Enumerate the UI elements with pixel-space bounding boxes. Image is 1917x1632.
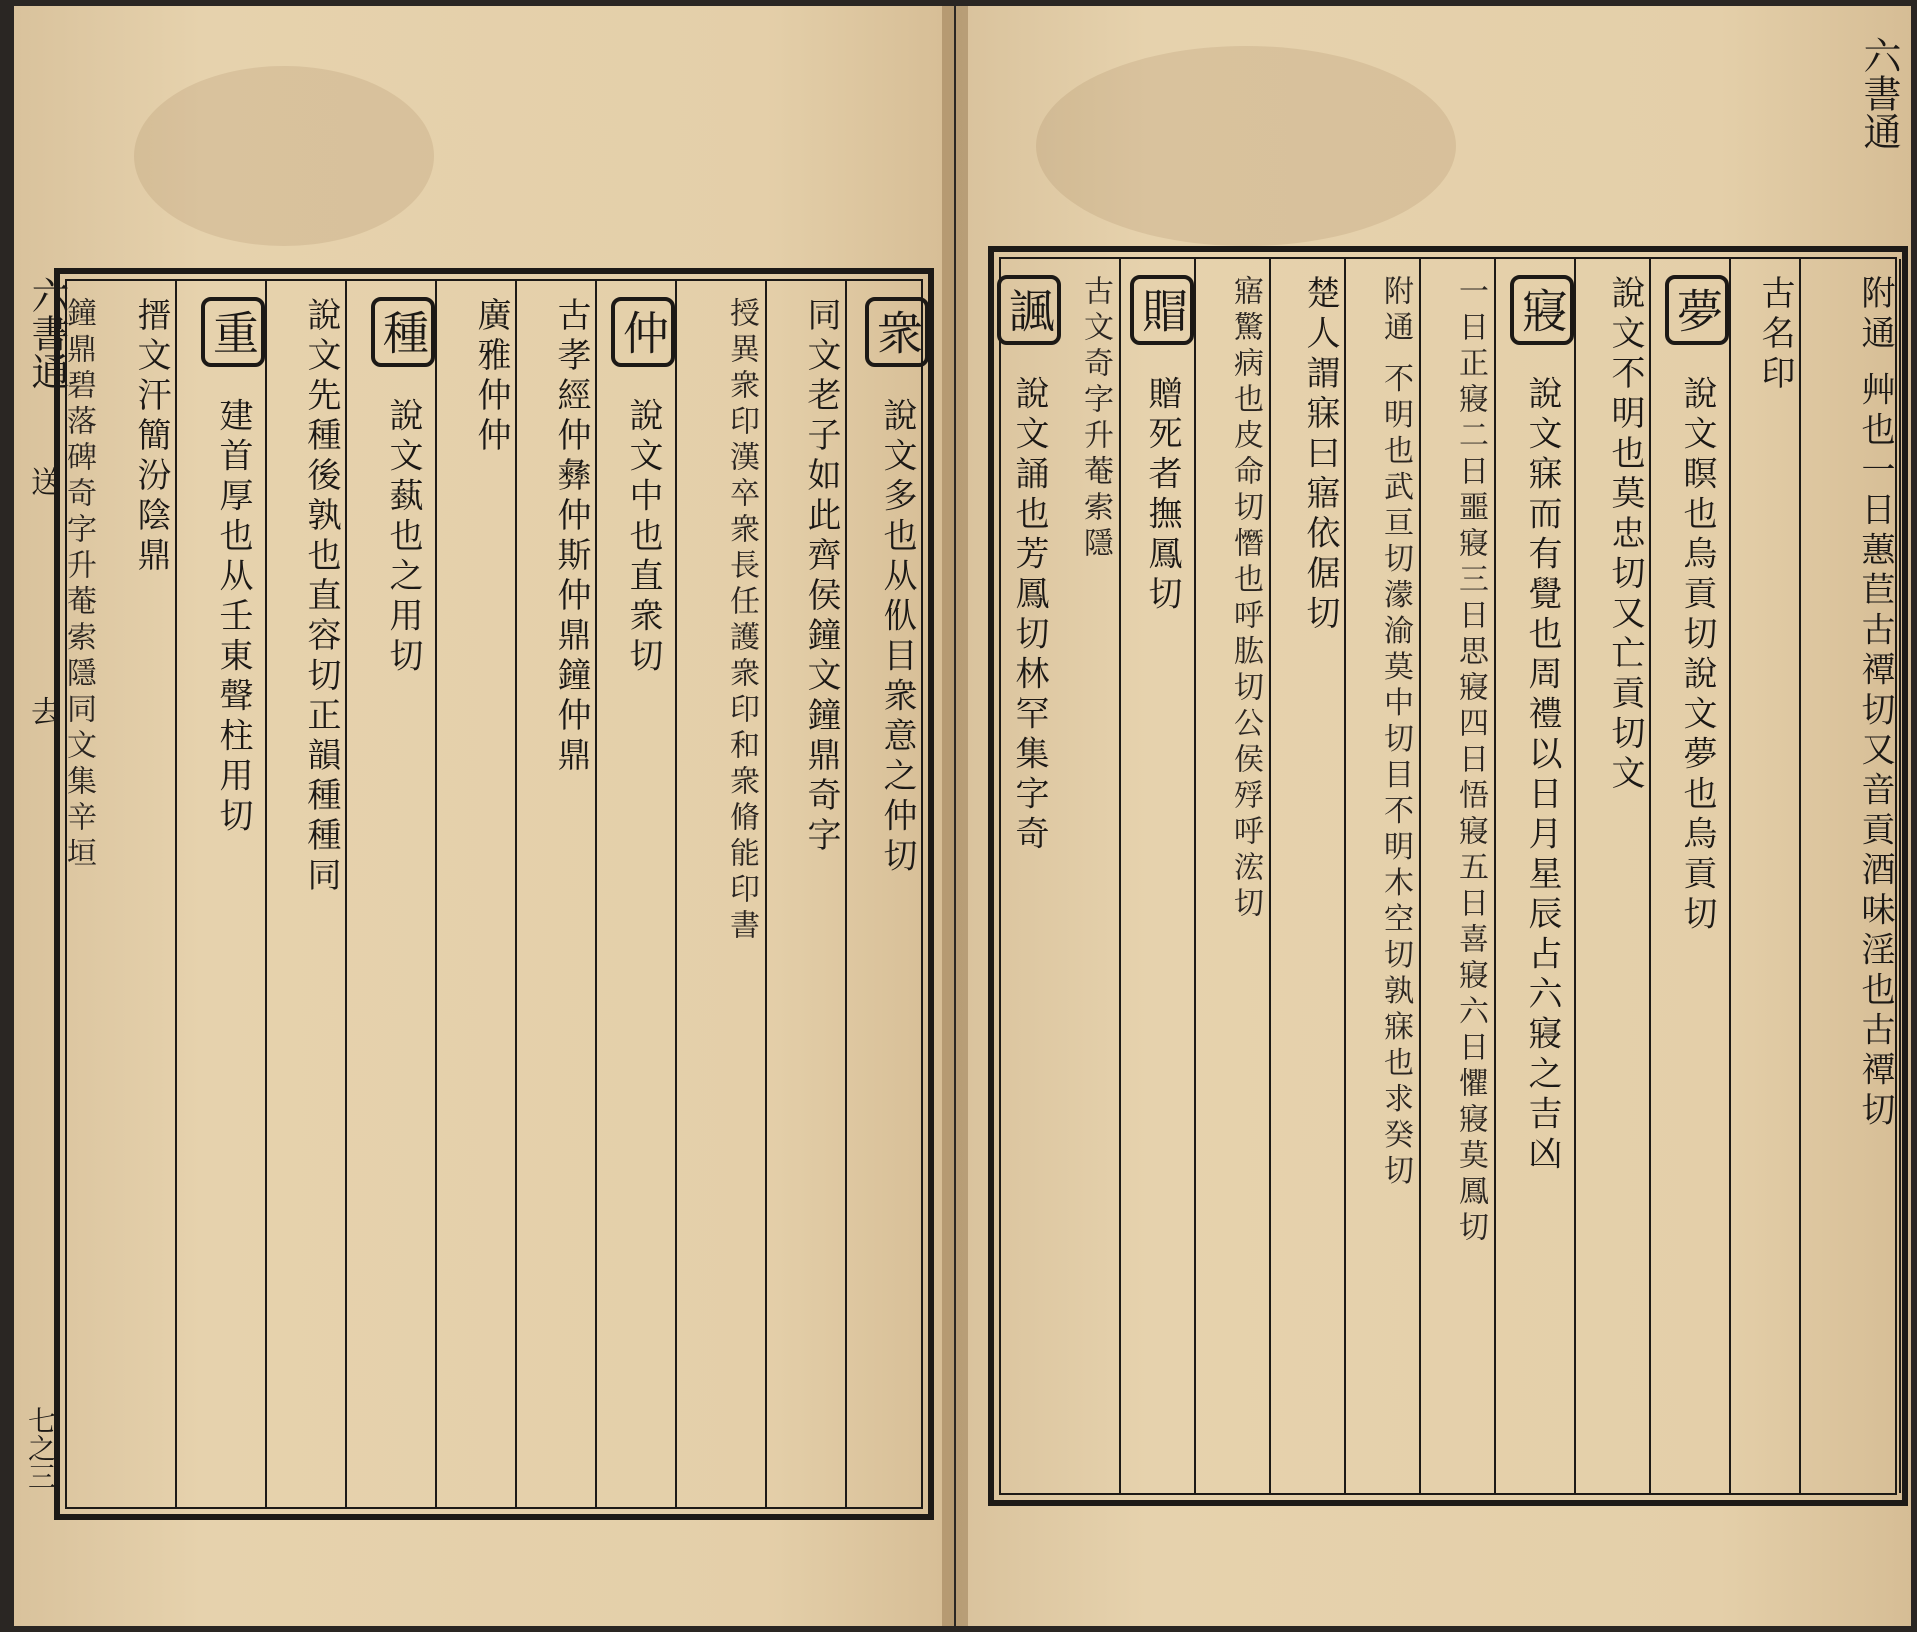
column — [517, 281, 597, 1507]
entry-head: 寢 — [1510, 275, 1574, 345]
column — [347, 281, 437, 1507]
margin-volume: 送 — [25, 466, 60, 496]
margin-title: 六書通 — [25, 276, 69, 390]
column — [27, 281, 102, 1507]
paper-stain — [134, 66, 434, 246]
column — [1121, 259, 1196, 1493]
margin-folio: 七之三 — [24, 1406, 57, 1490]
column — [677, 281, 767, 1507]
entry-head: 重 — [201, 297, 265, 367]
column-text: 授異衆印漢卒衆長任護衆印和衆脩能印書 — [724, 297, 759, 945]
column-text: 古名印 — [1755, 275, 1795, 395]
column — [1801, 259, 1901, 1493]
column-text: 說文蓺也之用切 — [383, 397, 423, 678]
column-text: 楚人謂寐曰寤依倨切 — [1300, 275, 1340, 635]
paper-stain — [1036, 46, 1456, 246]
column — [1061, 259, 1121, 1493]
left-gutter — [942, 6, 954, 1626]
right-page — [956, 6, 1911, 1626]
column-text: 鐘鼎碧落碑奇字升菴索隱同文集辛垣 — [61, 297, 96, 873]
left-page — [14, 6, 954, 1626]
column — [1651, 259, 1731, 1493]
column-text: 說文瞑也烏貢切說文夢也烏貢切 — [1677, 375, 1717, 936]
column — [177, 281, 267, 1507]
column — [1421, 259, 1496, 1493]
entry-head: 諷 — [997, 275, 1061, 345]
column — [1271, 259, 1346, 1493]
margin-title: 六書通 — [1857, 36, 1901, 150]
column-text: 寤驚病也皮命切憯也呼肱切公侯殍呼浤切 — [1228, 275, 1263, 923]
entry-head: 種 — [371, 297, 435, 367]
margin-tone: 去 — [25, 696, 60, 726]
column — [1346, 259, 1421, 1493]
left-text-frame — [54, 268, 934, 1520]
column-text: 附通 不明也武亘切濛渝莫中切目不明木空切孰寐也求癸切 — [1378, 275, 1413, 1191]
column-text: 贈死者撫鳳切 — [1142, 375, 1182, 616]
column — [102, 281, 177, 1507]
column-text: 說文先種後孰也直容切正韻種種同 — [301, 297, 341, 897]
column — [267, 281, 347, 1507]
entry-head: 仲 — [611, 297, 675, 367]
column-text: 說文多也从㐺目衆意之仲切 — [877, 397, 917, 878]
column — [437, 281, 517, 1507]
right-frame-inner — [999, 257, 1897, 1495]
column — [1576, 259, 1651, 1493]
column-text: 廣雅仲仲 — [471, 297, 511, 457]
column — [1731, 259, 1801, 1493]
column — [981, 259, 1061, 1493]
column-text: 一日正寢二日噩寢三日思寢四日悟寢五日喜寢六日懼寢莫鳳切 — [1453, 275, 1488, 1247]
column-text: 同文老子如此齊侯鐘文鐘鼎奇字 — [801, 297, 841, 857]
column — [767, 281, 847, 1507]
column — [1496, 259, 1576, 1493]
column — [1196, 259, 1271, 1493]
column-text: 說文寐而有覺也周禮以日月星辰占六寢之吉凶 — [1522, 375, 1562, 1176]
entry-head: 夢 — [1665, 275, 1729, 345]
column — [847, 281, 931, 1507]
column-text: 附通 艸也一日蕙苣古禫切又音貢酒味淫也古禫切 — [1855, 275, 1895, 1132]
column-text: 建首厚也从壬東聲柱用切 — [213, 397, 253, 838]
column-text: 古孝經仲彝仲斯仲鼎鐘仲鼎 — [551, 297, 591, 777]
column — [597, 281, 677, 1507]
column-text: 古文奇字升菴索隱 — [1078, 275, 1113, 563]
right-gutter — [956, 6, 968, 1626]
right-text-frame — [988, 246, 1908, 1506]
entry-head: 賵 — [1130, 275, 1194, 345]
column-text: 搢文汗簡汾陰鼎 — [131, 297, 171, 577]
entry-head: 衆 — [865, 297, 929, 367]
left-frame-inner — [61, 279, 924, 1509]
column-text: 說文中也直衆切 — [623, 397, 663, 678]
column-text: 說文誦也芳鳳切林罕集字奇 — [1009, 375, 1049, 856]
column-text: 說文不明也莫忠切又亡貢切文 — [1605, 275, 1645, 795]
